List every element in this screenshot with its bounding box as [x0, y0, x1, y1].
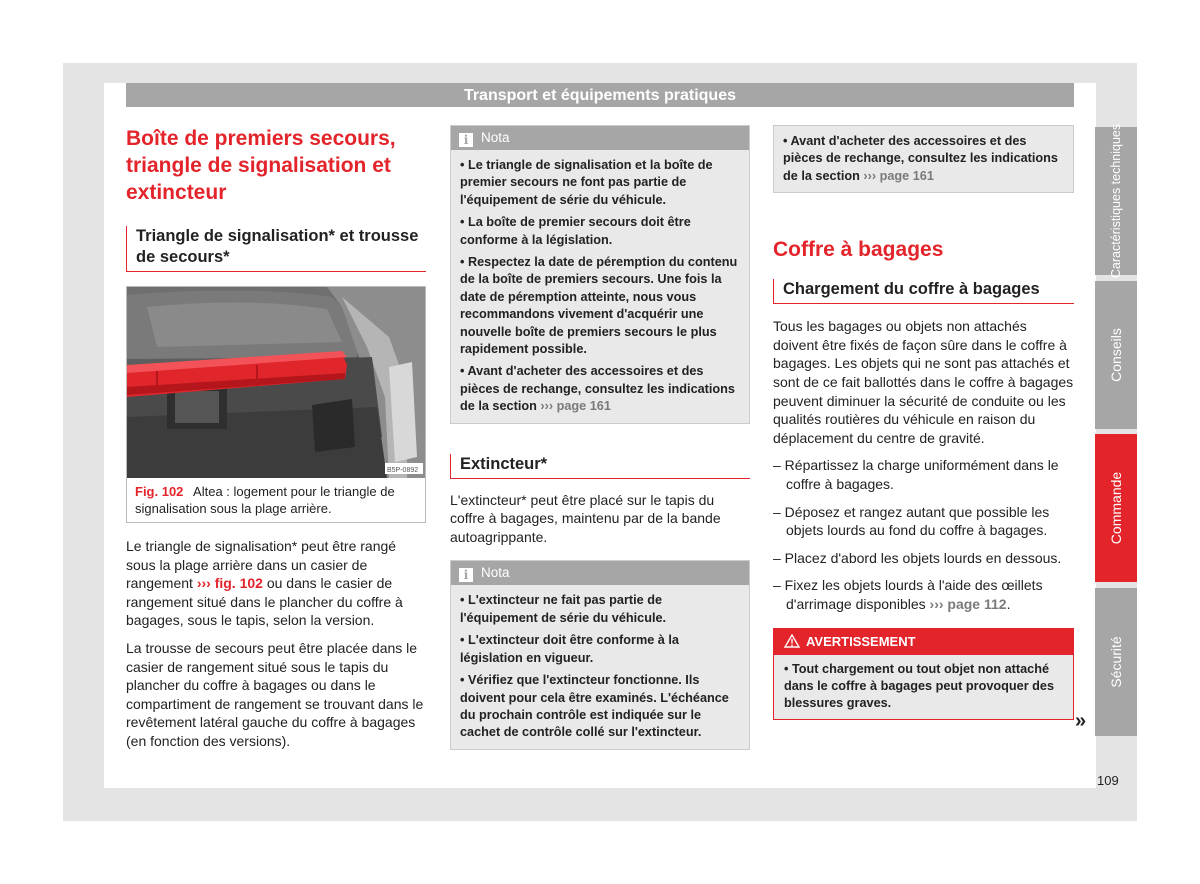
instruction-item	[773, 576, 1074, 613]
figure-102	[126, 286, 426, 523]
column-3	[773, 125, 1074, 720]
chapter-header: Transport et équipements pratiques	[126, 83, 1074, 107]
warning-triangle-icon	[784, 634, 800, 648]
subsection-title: Triangle de signalisation* et trousse de secours*	[126, 226, 426, 272]
warning-box	[773, 628, 1074, 720]
trunk-illustration	[127, 287, 425, 478]
figure-caption	[127, 478, 425, 522]
paragraph-text: Le triangle de signalisation* peut être rangé sous la plage arrière dans un casier de rangement	[126, 538, 397, 592]
nota-item	[460, 363, 739, 415]
continue-mark: »	[1075, 710, 1087, 732]
nota-header	[451, 561, 749, 585]
instruction-text: – Fixez les objets lourds à l'aide des œillets d'arrimage disponibles	[773, 577, 1043, 612]
nota-box-1	[450, 125, 750, 424]
nota-body	[451, 150, 749, 423]
paragraph-intro: Tous les bagages ou objets non attachés doivent être fixés de façon sûre dans le coffre à bagages. Les objets qui ne sont pas attachés et sont de ce fait ballottés dans le coffre à bagages peuvent diminuer la sécurité de conduite ou les qualités routières du véhicule en raison du déplacement du centre de gravité.	[773, 318, 1074, 446]
tab-label: Sécurité	[1108, 636, 1124, 688]
tab-caracteristiques[interactable]	[1095, 123, 1137, 279]
nota-item: • Vérifiez que l'extincteur fonctionne. Ils doivent pour cela être examinés. L'échéance du prochain contrôle est indiquée sur le cachet de contrôle collé sur l'extincteur.	[460, 673, 729, 740]
section-title-coffre: Coffre à bagages	[773, 238, 944, 262]
nota-item: • L'extincteur ne fait pas partie de l'équipement de série du véhicule.	[460, 593, 667, 625]
figure-label: Fig. 102	[135, 484, 184, 499]
nota-label: Nota	[481, 565, 510, 581]
paragraph-trousse: La trousse de secours peut être placée dans le casier de rangement situé sous le tapis du plancher du coffre à bagages ou dans le compartiment de rangement se trouvant dans le revêtement latéral gauche du coffre à bagages (en fonction des versions).	[126, 639, 424, 749]
nota-header	[451, 126, 749, 150]
figure-link[interactable]: ››› fig. 102	[196, 575, 263, 592]
warning-header	[774, 629, 1073, 655]
nota-item-text: • Avant d'acheter des accessoires et des pièces de rechange, consultez les indications de la section	[783, 134, 1058, 183]
tab-conseils[interactable]	[1095, 281, 1137, 429]
nota-item: • Le triangle de signalisation et la boîte de premier secours ne font pas partie de l'équipement de série du véhicule.	[460, 158, 713, 207]
tab-securite[interactable]	[1095, 588, 1137, 736]
trunk-photo	[127, 287, 425, 478]
nota-item: • La boîte de premier secours doit être conforme à la législation.	[460, 215, 691, 247]
instruction-item: – Déposez et rangez autant que possible les objets lourds au fond du coffre à bagages.	[773, 503, 1050, 539]
section-title: Boîte de premiers secours, triangle de signalisation et extincteur	[126, 127, 396, 204]
warning-label: AVERTISSEMENT	[806, 633, 916, 649]
warning-text: • Tout chargement ou tout objet non attaché dans le coffre à bagages peut provoquer des blessures graves.	[784, 661, 1055, 711]
nota-label: Nota	[481, 130, 510, 145]
column-2	[450, 125, 750, 750]
paragraph-extincteur: L'extincteur* peut être placé sur le tapis du coffre à bagages, maintenu par de la bande autoagrippante.	[450, 491, 721, 545]
tab-label: Conseils	[1108, 328, 1124, 382]
subsection-chargement: Chargement du coffre à bagages	[773, 279, 1074, 304]
figure-code: B5P-0892	[387, 467, 419, 474]
nota-body	[774, 126, 1073, 192]
nota-continued	[773, 125, 1074, 193]
nota-item-text: • Avant d'acheter des accessoires et des pièces de rechange, consultez les indications de la section	[460, 364, 735, 414]
nota-item	[783, 133, 1063, 185]
paragraph-text: ou dans le casier de rangement situé dans le plancher du coffre à bagages, sous le tapis, selon la version.	[126, 575, 403, 629]
instruction-item: – Répartissez la charge uniformément dans le coffre à bagages.	[773, 457, 1059, 492]
nota-body	[451, 585, 749, 748]
nota-item: • Respectez la date de péremption du contenu de la boîte de premiers secours. Une fois la date de péremption atteinte, nous vous recommandons vivement d'acquérir une nouvelle boîte de premiers secours le plus rapidement possible.	[460, 255, 738, 357]
tab-commande[interactable]	[1095, 434, 1137, 582]
instruction-item: – Placez d'abord les objets lourds en dessous.	[773, 549, 1062, 566]
instruction-end: .	[1006, 595, 1011, 612]
nota-box-2	[450, 560, 750, 749]
figure-caption-text: Altea : logement pour le triangle de signalisation sous la plage arrière.	[135, 484, 395, 516]
page-link[interactable]: ››› page 161	[540, 399, 611, 414]
paragraph-triangle	[126, 537, 426, 630]
nota-item: • L'extincteur doit être conforme à la législation en vigueur.	[460, 633, 679, 665]
tab-label: Caractéristiques techniques	[1109, 123, 1123, 279]
page-link[interactable]: ››› page 161	[863, 168, 934, 183]
subsection-extincteur: Extincteur*	[450, 454, 750, 479]
tab-label: Commande	[1108, 471, 1124, 545]
info-icon: i	[459, 133, 473, 147]
page-link[interactable]: ››› page 112	[929, 595, 1007, 612]
column-1	[126, 125, 426, 751]
page-number: 109	[1097, 773, 1119, 788]
info-icon: i	[459, 568, 473, 582]
